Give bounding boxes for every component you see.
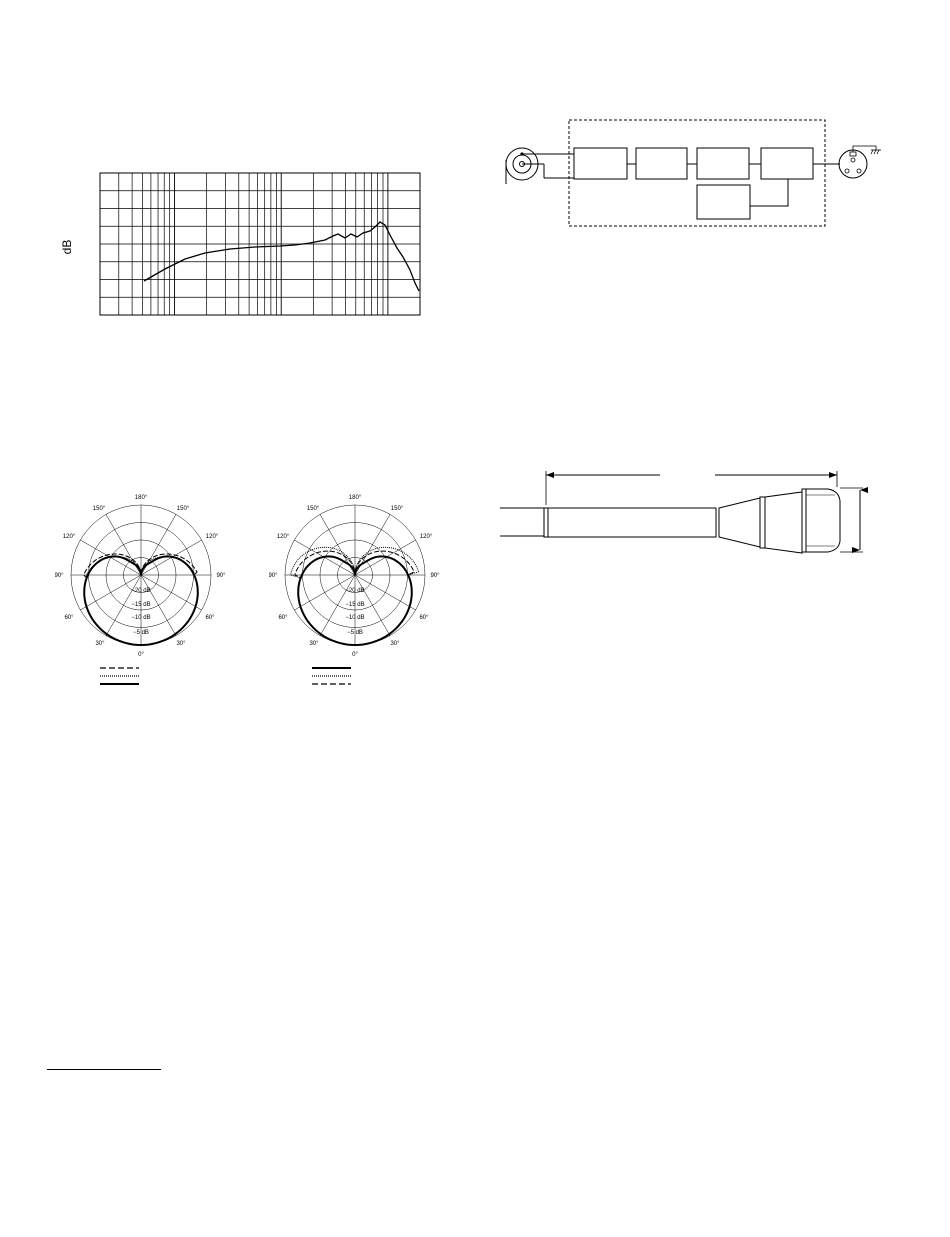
microphone-handle [544,492,802,553]
angle-120-right: 120° [419,534,433,540]
block-5 [697,185,750,219]
cartridge-icon [506,148,574,184]
angle-90-left: 90° [55,573,64,579]
ring-10db: −10 dB [345,615,365,621]
footnote-rule [47,1069,161,1070]
ring-15db: −15 dB [131,602,151,608]
ring-10db: −10 dB [131,615,151,621]
angle-90-right: 90° [430,573,440,579]
angle-120-left: 120° [276,534,290,540]
angle-60-left: 60° [64,615,74,621]
frequency-response-svg [55,165,435,325]
polar-right-svg [269,490,449,690]
microphone-svg [495,465,875,565]
xlr-connector-icon [839,146,881,178]
angle-90-right: 90° [216,573,226,579]
microphone-grille [802,489,840,552]
polar-pattern-right [269,490,449,690]
angle-30-right: 30° [390,641,400,647]
ylabel-db: dB [60,239,74,255]
ring-5db: −5 dB [133,630,149,636]
angle-60-left: 60° [278,615,288,621]
block-3 [697,148,749,179]
angle-90-left: 90° [269,573,278,579]
angle-150-left: 150° [306,506,320,512]
block-4 [761,148,813,179]
ring-15db: −15 dB [345,602,365,608]
angle-30-left: 30° [309,641,319,647]
polar-pattern-left [55,490,235,690]
angle-120-left: 120° [62,534,76,540]
angle-30-left: 30° [95,641,105,647]
ring-20db: −20 dB [131,588,151,594]
block-1 [574,148,627,179]
block-2 [636,148,687,179]
angle-0: 0° [138,652,144,658]
block-diagram-svg [500,110,900,240]
microphone-dimension-drawing [495,465,875,565]
angle-150-right: 150° [390,506,404,512]
ring-20db: −20 dB [345,588,365,594]
angle-120-right: 120° [205,534,219,540]
angle-0: 0° [352,652,358,658]
ring-5db: −5 dB [347,630,363,636]
polar-left-svg [55,490,235,690]
block-diagram [500,110,900,240]
diameter-dimension [840,488,863,552]
angle-60-right: 60° [205,615,215,621]
angle-30-right: 30° [176,641,186,647]
frequency-grid [100,173,420,315]
angle-150-left: 150° [92,506,106,512]
frequency-response-figure [55,165,435,325]
angle-60-right: 60° [419,615,429,621]
angle-180: 180° [348,495,362,501]
angle-180: 180° [134,495,148,501]
angle-150-right: 150° [176,506,190,512]
